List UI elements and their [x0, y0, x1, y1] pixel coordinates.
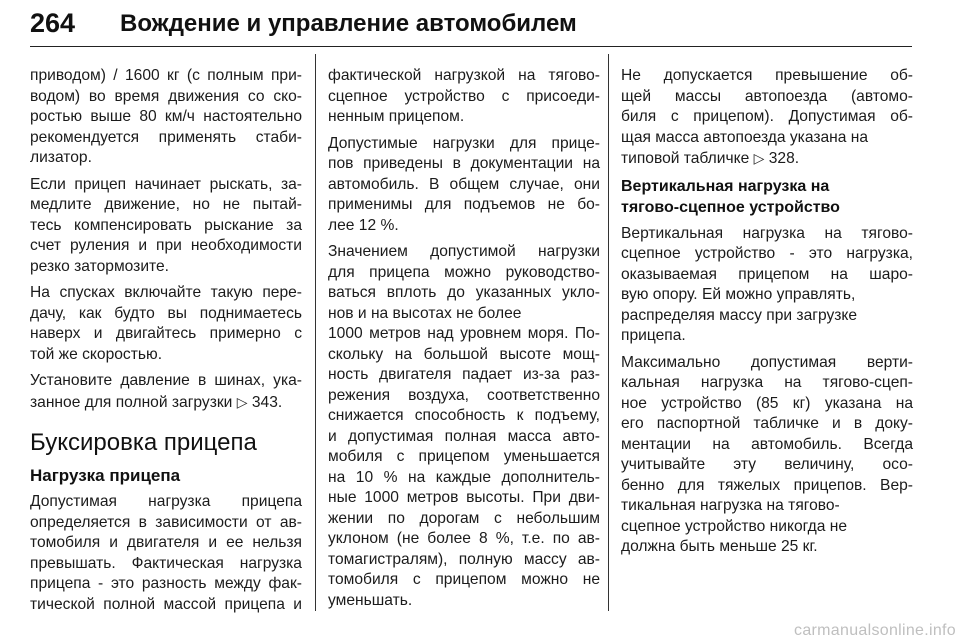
page-reference-icon: ▷ — [753, 150, 765, 166]
page-link[interactable]: 343. — [251, 393, 283, 411]
column-divider — [608, 54, 609, 611]
page-link[interactable]: 328. — [768, 150, 800, 167]
column-1 — [30, 66, 302, 621]
column-divider — [315, 54, 316, 611]
paragraph: Допустимая нагрузка прицепа определяется в зависимости от ав- томобиля и двигателя и ее нельзя превышать. Фактическая нагрузка прицепа - это разность между фак- тической полной массой прицепа и — [30, 493, 302, 613]
paragraph: Допустимые нагрузки для прице- пов приведены в документации на автомобиль. В общем случае, они применимы для подъемов не бо- лее 12 %. — [328, 134, 600, 234]
section-heading: Вертикальная нагрузка на тягово-сцепное устройство — [621, 177, 840, 216]
paragraph: Значением допустимой нагрузки для прицепа можно руководство- ваться вплоть до указанных укло- нов и на высотах не более 1000 метров над уровнем моря. По- скольку на большой высоте мощ- ность двигателя падает из-за раз- режения воздуха, соответственно снижается способность к подъему, и допустимая полная масса авто- мобиля с прицепом уменьшается на 10 % на каждые дополнитель- ные 1000 метров высоты. При дви- жении по дорогам с небольшим уклоном (не более 8 %, т.е. по ав- томагистралям), полную массу ав- томобиля с прицепом можно не уменьшать. — [328, 243, 600, 609]
subsection-title: Нагрузка прицепа — [30, 466, 181, 485]
paragraph: Не допускается превышение об- щей массы автопоезда (автомо- биля с прицепом). Допустимая об- щая масса автопоезда указана на типовой табличке ▷ 328. — [621, 67, 913, 167]
paragraph: Максимально допустимая верти- кальная нагрузка на тягово-сцеп- ное устройство (85 кг) указана на его паспортной табличке и в доку- ментации на автомобиль. Всегда учитывайте эту величину, осо- бенно для тяжелых прицепов. Вер- тикальная нагрузка на тягово- сцепное устройство никогда не должна быть меньше 25 кг. — [621, 353, 913, 555]
page-reference-icon: ▷ — [236, 393, 248, 410]
column-2 — [328, 66, 600, 617]
page-title: Вождение и управление автомобилем — [120, 10, 577, 37]
paragraph: Установите давление в шинах, ука- занное для полной загрузки ▷ 343. — [30, 372, 302, 411]
paragraph: На спусках включайте такую пере- дачу, как будто вы поднимаетесь наверх и двигайтесь примерно с той же скоростью. — [30, 284, 302, 363]
watermark: carmanualsonline.info — [794, 622, 956, 639]
page-number: 264 — [30, 8, 76, 38]
page-header — [30, 6, 912, 47]
paragraph: приводом) / 1600 кг (с полным при- водом) во время движения со ско- ростью выше 80 км/ч настоятельно рекомендуется применять стаби- лизатор. — [30, 67, 302, 166]
paragraph: Вертикальная нагрузка на тягово- сцепное устройство - это нагрузка, оказываемая прицепом на шаро- вую опору. Ей можно управлять, распределяя массу при загрузке прицепа. — [621, 224, 913, 344]
column-3 — [621, 66, 913, 564]
paragraph: фактической нагрузкой на тягово- сцепное устройство с присоеди- ненным прицепом. — [328, 67, 600, 125]
paragraph: Если прицеп начинает рыскать, за- медлите движение, но не пытай- тесь компенсировать рыскание за счет руления и при необходимости резко затормозите. — [30, 175, 302, 275]
section-title: Буксировка прицепа — [30, 429, 257, 456]
